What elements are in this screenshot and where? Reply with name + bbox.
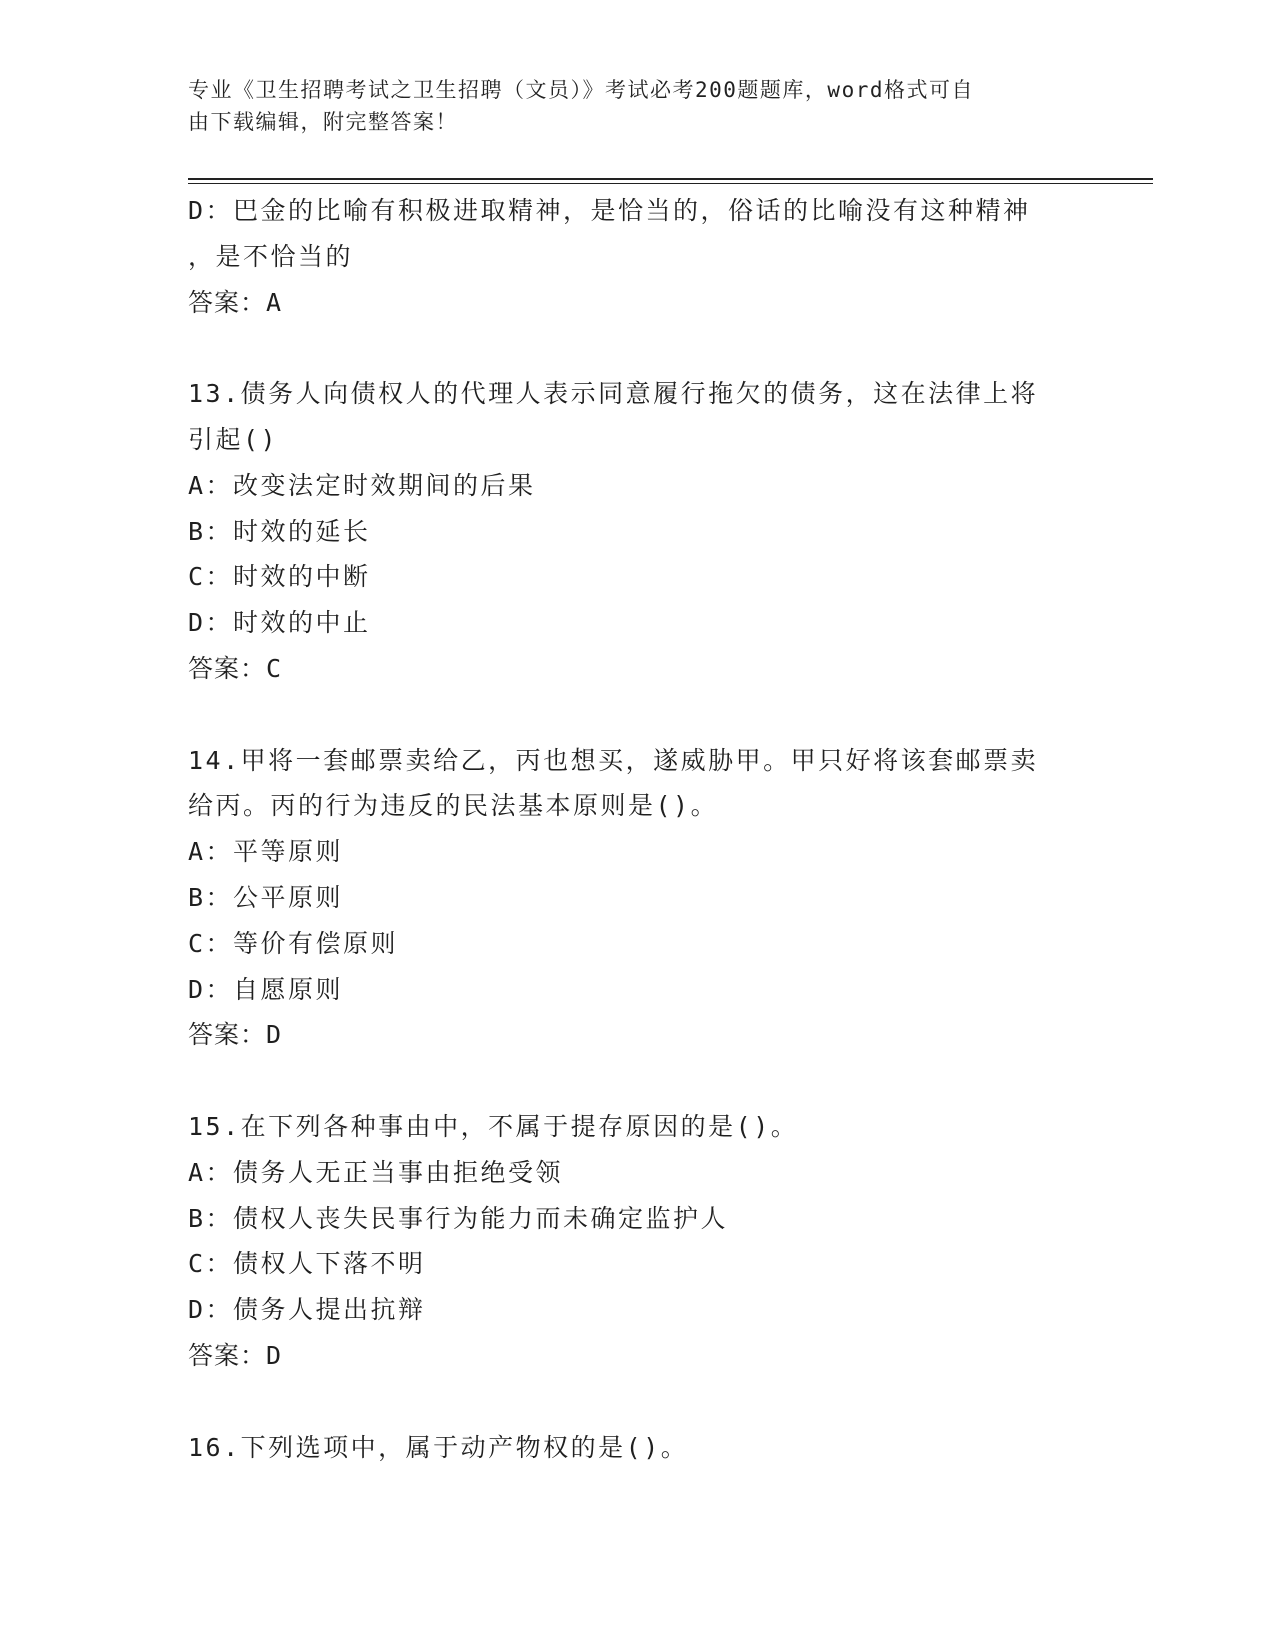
question-15 [188,1104,1088,1379]
question-12-continuation [188,188,1088,325]
question-16 [188,1425,1088,1471]
question-spacer [188,1058,1088,1104]
question-stem-line-1: 16.下列选项中，属于动产物权的是()。 [188,1432,689,1462]
answer-value: D [266,1020,284,1050]
document-header [188,74,1068,138]
option-d: D：时效的中止 [188,608,371,638]
answer-line [188,646,1088,692]
question-spacer [188,1379,1088,1425]
answer-line [188,280,1088,326]
answer-label: 答案： [188,1020,267,1050]
question-stem-line-1: 15.在下列各种事由中，不属于提存原因的是()。 [188,1111,799,1141]
document-page [188,0,1153,1650]
option-a: A：债务人无正当事由拒绝受领 [188,1157,564,1187]
option-b: B：时效的延长 [188,516,371,546]
answer-line [188,1012,1088,1058]
answer-value: A [266,287,284,317]
option-c: C：时效的中断 [188,562,371,592]
option-c: C：等价有偿原则 [188,928,399,958]
answer-value: C [266,653,284,683]
question-13 [188,371,1088,692]
answer-line [188,1333,1088,1379]
header-divider-thick [188,178,1153,180]
question-spacer [188,692,1088,738]
answer-label: 答案： [188,653,267,683]
option-d: D：自愿原则 [188,974,344,1004]
header-divider-thin [188,183,1153,184]
option-b: B：债权人丧失民事行为能力而未确定监护人 [188,1203,729,1233]
header-line-1: 专业《卫生招聘考试之卫生招聘（文员）》考试必考200题题库，word格式可自 [188,78,974,102]
answer-label: 答案： [188,1340,267,1370]
option-c: C：债权人下落不明 [188,1249,426,1279]
option-a: A：改变法定时效期间的后果 [188,470,536,500]
option-a: A：平等原则 [188,837,344,867]
option-b: B：公平原则 [188,882,344,912]
option-d-line-1: D：巴金的比喻有积极进取精神，是恰当的，俗话的比喻没有这种精神 [188,196,1031,225]
answer-label: 答案： [188,287,267,317]
answer-value: D [266,1340,284,1370]
question-spacer [188,325,1088,371]
question-stem-line-2: 给丙。丙的行为违反的民法基本原则是()。 [188,791,719,821]
option-d: D：债务人提出抗辩 [188,1295,426,1325]
question-stem-line-2: 引起() [188,424,279,454]
header-line-2: 由下载编辑，附完整答案！ [188,110,458,134]
question-stem-line-1: 14.甲将一套邮票卖给乙，丙也想买，遂威胁甲。甲只好将该套邮票卖 [188,745,1039,775]
question-stem-line-1: 13.债务人向债权人的代理人表示同意履行拖欠的债务，这在法律上将 [188,379,1039,409]
question-14 [188,738,1088,1059]
option-d-line-2: ，是不恰当的 [188,241,354,271]
question-list [188,188,1088,1470]
